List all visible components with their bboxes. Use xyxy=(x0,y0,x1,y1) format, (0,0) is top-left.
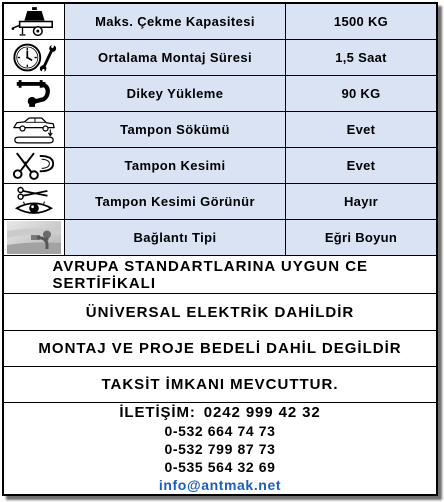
note-text: ÜNİVERSAL ELEKTRİK DAHİLDİR xyxy=(85,303,355,321)
spec-label: Bağlantı Tipi xyxy=(65,220,286,255)
spec-row-max-towing-capacity xyxy=(4,4,436,40)
note-text: MONTAJ VE PROJE BEDELİ DAHİL DEGİLDİR xyxy=(38,340,402,357)
phone-number: 0242 999 42 32 xyxy=(203,403,321,421)
trailer-weight-icon xyxy=(11,6,57,37)
spec-value: Evet xyxy=(286,112,436,147)
spec-label: Tampon Kesimi xyxy=(65,148,286,183)
spec-icon-cell xyxy=(4,148,65,183)
spec-row-bumper-cut-visible xyxy=(4,184,436,220)
spec-label: Dikey Yükleme xyxy=(65,76,286,111)
spec-value: Eğri Boyun xyxy=(286,220,436,255)
note-row-ce-certified xyxy=(4,256,436,294)
spec-icon-cell xyxy=(4,4,65,39)
spec-icon-cell xyxy=(4,40,65,75)
spec-icon-cell xyxy=(4,220,65,255)
note-text: AVRUPA STANDARTLARINA UYGUN CE SERTİFİKALI xyxy=(52,257,369,292)
spec-row-bumper-removal xyxy=(4,112,436,148)
spec-icon-cell xyxy=(4,76,65,111)
note-row-installation-not-included xyxy=(4,331,436,367)
spec-icon-cell xyxy=(4,184,65,219)
car-bumper-icon xyxy=(11,114,57,145)
note-text: TAKSİT İMKANI MEVCUTTUR. xyxy=(101,376,339,393)
clock-wrench-icon xyxy=(11,42,57,73)
spec-row-average-install-time xyxy=(4,40,436,76)
phone-number: 0-532 664 74 73 xyxy=(164,422,276,439)
spec-label: Tampon Kesimi Görünür xyxy=(65,184,286,219)
scissors-bumper-icon xyxy=(11,150,57,181)
note-row-universal-electrics xyxy=(4,294,436,331)
contact-header-line xyxy=(119,404,320,422)
spec-label: Ortalama Montaj Süresi xyxy=(65,40,286,75)
spec-value: Evet xyxy=(286,148,436,183)
spec-row-vertical-load xyxy=(4,76,436,112)
spec-sheet xyxy=(2,2,438,496)
spec-row-connection-type xyxy=(4,220,436,256)
spec-label: Maks. Çekme Kapasitesi xyxy=(65,4,286,39)
note-row-installments xyxy=(4,367,436,403)
spec-value: Hayır xyxy=(286,184,436,219)
eye-scissors-icon xyxy=(11,186,57,217)
phone-number: 0-535 564 32 69 xyxy=(164,458,276,475)
contact-block xyxy=(4,403,436,494)
phone-number: 0-532 799 87 73 xyxy=(164,440,276,457)
tow-hitch-icon xyxy=(11,78,57,109)
spec-row-bumper-cutting xyxy=(4,148,436,184)
spec-value: 1500 KG xyxy=(286,4,436,39)
contact-label: İLETİŞİM: xyxy=(119,403,196,421)
spec-label: Tampon Sökümü xyxy=(65,112,286,147)
hitch-photo-icon xyxy=(7,221,61,254)
spec-value: 90 KG xyxy=(286,76,436,111)
email-address: info@antmak.net xyxy=(158,476,282,493)
spec-icon-cell xyxy=(4,112,65,147)
spec-value: 1,5 Saat xyxy=(286,40,436,75)
